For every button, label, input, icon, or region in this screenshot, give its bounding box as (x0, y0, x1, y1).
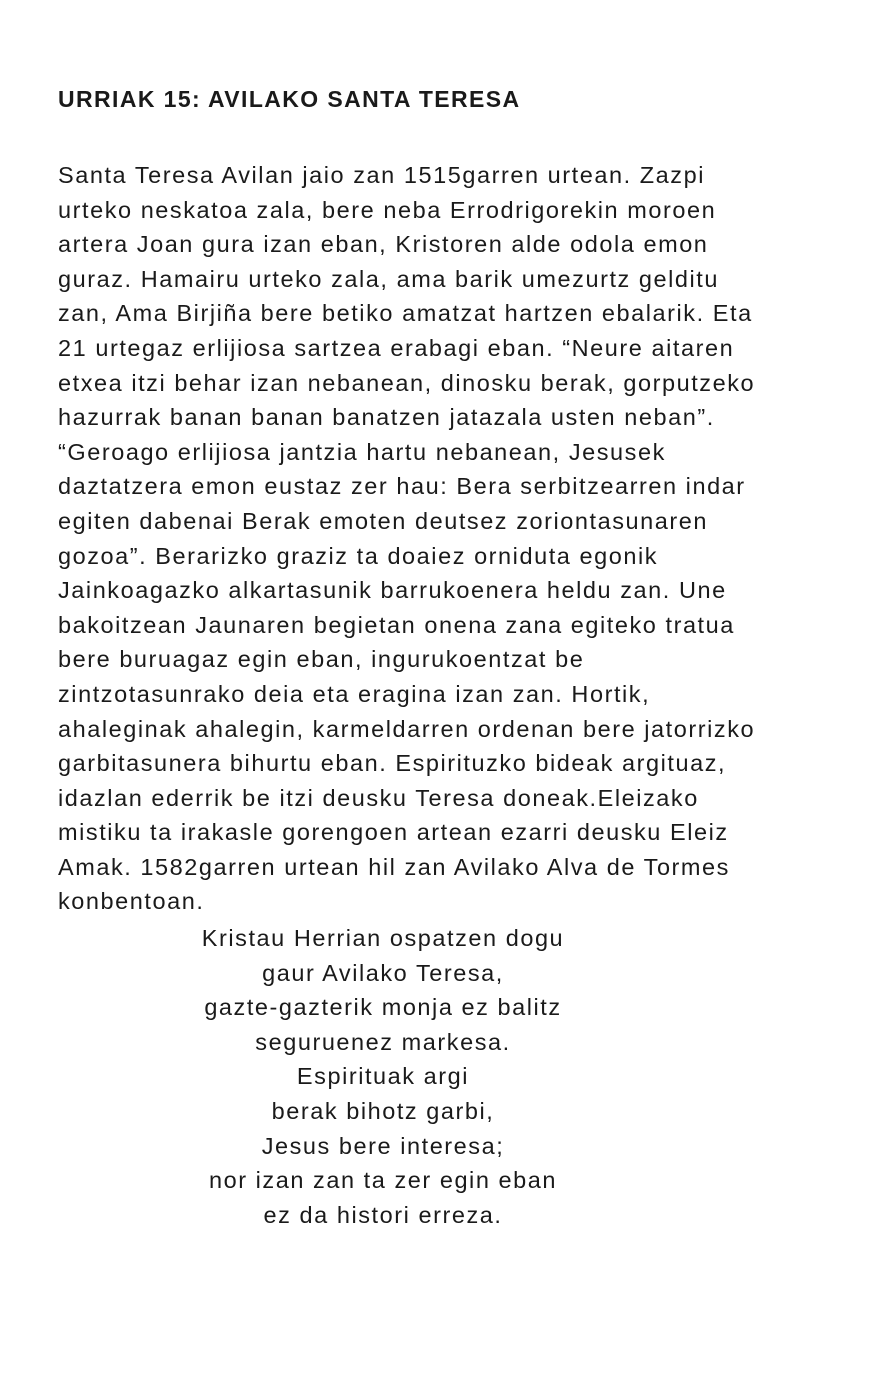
body-line: artera Joan gura izan eban, Kristoren alde odola emon (58, 231, 709, 258)
verse-line: ez da histori erreza. (263, 1201, 503, 1228)
verse-line: gazte-gazterik monja ez balitz (204, 994, 562, 1021)
verse-line: Jesus bere interesa; (261, 1132, 505, 1159)
verse-stanza (58, 921, 708, 1232)
body-paragraph (58, 158, 848, 919)
body-line: mistiku ta irakasle gorengoen artean ezarri deusku Eleiz (58, 819, 729, 846)
verse-line: berak bihotz garbi, (271, 1098, 495, 1125)
body-line: guraz. Hamairu urteko zala, ama barik umezurtz gelditu (58, 265, 720, 292)
body-line: urteko neskatoa zala, bere neba Errodrigorekin moroen (58, 196, 717, 223)
verse-line: nor izan zan ta zer egin eban (208, 1167, 558, 1194)
body-line: Jainkoagazko alkartasunik barrukoenera heldu zan. Une (58, 577, 727, 604)
verse-line: Espirituak argi (296, 1063, 470, 1090)
body-line: etxea itzi behar izan nebanean, dinosku berak, gorputzeko (58, 369, 756, 396)
body-line: “Geroago erlijiosa jantzia hartu nebanean, Jesusek (58, 438, 666, 465)
body-line: garbitasunera bihurtu eban. Espirituzko bideak argituaz, (58, 750, 727, 777)
body-line: Amak. 1582garren urtean hil zan Avilako Alva de Tormes (58, 853, 730, 880)
document-page (58, 84, 848, 1232)
body-line: 21 urtegaz erlijiosa sartzea erabagi eban. “Neure aitaren (58, 334, 735, 361)
verse-line: gaur Avilako Teresa, (262, 959, 504, 986)
body-line: zintzotasunrako deia eta eragina izan zan. Hortik, (58, 680, 651, 707)
body-line: idazlan ederrik be itzi deusku Teresa doneak.Eleizako (58, 784, 699, 811)
body-line: gozoa”. Berarizko graziz ta doaiez orniduta egonik (58, 542, 659, 569)
body-line: egiten dabenai Berak emoten deutsez zoriontasunaren (58, 507, 708, 534)
document-title: URRIAK 15: AVILAKO SANTA TERESA (58, 86, 521, 112)
body-line: bere buruagaz egin eban, ingurukoentzat be (58, 646, 585, 673)
body-line: ahaleginak ahalegin, karmeldarren ordenan bere jatorrizko (58, 715, 756, 742)
body-line: zan, Ama Birjiña bere betiko amatzat hartzen ebalarik. Eta (58, 300, 753, 327)
body-line: bakoitzean Jaunaren begietan onena zana egiteko tratua (58, 611, 735, 638)
body-line: konbentoan. (58, 888, 205, 915)
body-line: daztatzera emon eustaz zer hau: Bera serbitzearren indar (58, 473, 746, 500)
verse-line: Kristau Herrian ospatzen dogu (201, 925, 565, 952)
verse-line: seguruenez markesa. (255, 1028, 511, 1055)
body-line: Santa Teresa Avilan jaio zan 1515garren urtean. Zazpi (58, 162, 705, 188)
body-line: hazurrak banan banan banatzen jatazala usten neban”. (58, 404, 715, 431)
